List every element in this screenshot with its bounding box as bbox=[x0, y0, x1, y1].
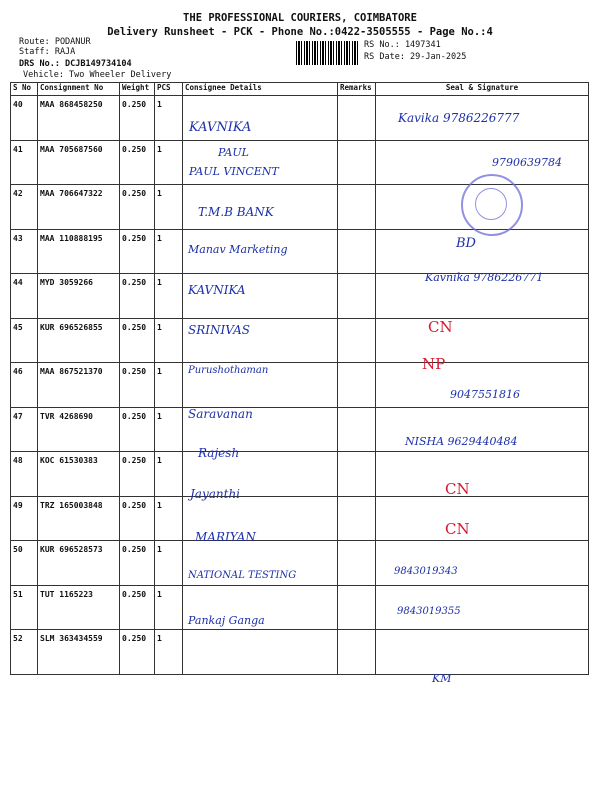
consignment-no: MAA 867521370 bbox=[38, 363, 120, 408]
consignment-no: TUT 1165223 bbox=[38, 585, 120, 630]
weight: 0.250 bbox=[120, 185, 155, 230]
remarks-cell bbox=[338, 630, 376, 675]
sno: 45 bbox=[11, 318, 38, 363]
sno: 42 bbox=[11, 185, 38, 230]
handwritten-consignee: NATIONAL TESTING bbox=[188, 570, 297, 581]
remarks-cell bbox=[338, 318, 376, 363]
remarks-cell bbox=[338, 274, 376, 319]
route-label: Route: PODANUR bbox=[19, 37, 91, 47]
sno: 50 bbox=[11, 541, 38, 586]
sno: 44 bbox=[11, 274, 38, 319]
handwritten-signature: 9047551816 bbox=[450, 388, 520, 401]
consignment-no: MYD 3059266 bbox=[38, 274, 120, 319]
remarks-cell bbox=[338, 452, 376, 497]
handwritten-signature: Kavnika 9786226771 bbox=[425, 271, 544, 284]
weight: 0.250 bbox=[120, 452, 155, 497]
sno: 48 bbox=[11, 452, 38, 497]
remark-cn: CN bbox=[445, 520, 470, 538]
signature-cell bbox=[376, 229, 589, 274]
pcs: 1 bbox=[155, 630, 183, 675]
remarks-cell bbox=[338, 96, 376, 141]
col-sno: S No bbox=[11, 83, 38, 96]
sno: 43 bbox=[11, 229, 38, 274]
handwritten-signature: BD bbox=[456, 236, 476, 251]
weight: 0.250 bbox=[120, 363, 155, 408]
runsheet-subtitle: Delivery Runsheet - PCK - Phone No.:0422-3505555 - Page No.:4 bbox=[107, 26, 493, 38]
sno: 46 bbox=[11, 363, 38, 408]
remark-cn: CN bbox=[445, 480, 470, 498]
col-pcs: PCS bbox=[155, 83, 183, 96]
handwritten-consignee: KAVNIKA bbox=[189, 120, 252, 135]
consignment-no: TVR 4268690 bbox=[38, 407, 120, 452]
sno: 41 bbox=[11, 140, 38, 185]
col-seal-signature: Seal & Signature bbox=[376, 83, 589, 96]
handwritten-signature: Kavika 9786226777 bbox=[398, 111, 520, 125]
vehicle-label: Vehicle: Two Wheeler Delivery bbox=[23, 70, 172, 80]
consignment-no: MAA 868458250 bbox=[38, 96, 120, 141]
consignment-no: MAA 110888195 bbox=[38, 229, 120, 274]
remark-np: NP bbox=[422, 355, 446, 373]
pcs: 1 bbox=[155, 452, 183, 497]
handwritten-consignee: Manav Marketing bbox=[188, 243, 288, 256]
company-title: THE PROFESSIONAL COURIERS, COIMBATORE bbox=[183, 12, 417, 24]
remarks-cell bbox=[338, 541, 376, 586]
remarks-cell bbox=[338, 229, 376, 274]
weight: 0.250 bbox=[120, 274, 155, 319]
sno: 51 bbox=[11, 585, 38, 630]
pcs: 1 bbox=[155, 140, 183, 185]
weight: 0.250 bbox=[120, 630, 155, 675]
runsheet-table bbox=[10, 82, 589, 675]
pcs: 1 bbox=[155, 318, 183, 363]
handwritten-consignee: Jayanthi bbox=[190, 487, 241, 501]
rs-number: RS No.: 1497341 bbox=[364, 40, 441, 50]
table-row bbox=[11, 496, 589, 541]
handwritten-consignee: Pankaj Ganga bbox=[188, 614, 265, 627]
table-header-row bbox=[11, 83, 589, 96]
weight: 0.250 bbox=[120, 229, 155, 274]
signature-cell bbox=[376, 496, 589, 541]
remarks-cell bbox=[338, 185, 376, 230]
handwritten-consignee: MARIYAN bbox=[195, 530, 256, 544]
table-row bbox=[11, 585, 589, 630]
consignment-no: SLM 363434559 bbox=[38, 630, 120, 675]
handwritten-consignee: PAUL bbox=[218, 146, 249, 159]
weight: 0.250 bbox=[120, 318, 155, 363]
remarks-cell bbox=[338, 496, 376, 541]
handwritten-consignee: Saravanan bbox=[188, 407, 253, 421]
remarks-cell bbox=[338, 363, 376, 408]
table-row bbox=[11, 630, 589, 675]
pcs: 1 bbox=[155, 407, 183, 452]
pcs: 1 bbox=[155, 96, 183, 141]
signature-cell bbox=[376, 452, 589, 497]
signature-cell bbox=[376, 318, 589, 363]
col-consignee: Consignee Details bbox=[183, 83, 338, 96]
barcode bbox=[296, 41, 358, 65]
sno: 40 bbox=[11, 96, 38, 141]
pcs: 1 bbox=[155, 274, 183, 319]
table-row bbox=[11, 318, 589, 363]
sno: 49 bbox=[11, 496, 38, 541]
company-seal-stamp bbox=[461, 174, 523, 236]
table-row bbox=[11, 452, 589, 497]
handwritten-consignee: KAVNIKA bbox=[188, 283, 246, 297]
rs-date: RS Date: 29-Jan-2025 bbox=[364, 52, 467, 62]
weight: 0.250 bbox=[120, 541, 155, 586]
staff-label: Staff: RAJA bbox=[19, 47, 76, 57]
handwritten-consignee: PAUL VINCENT bbox=[189, 165, 279, 178]
consignment-no: MAA 705687560 bbox=[38, 140, 120, 185]
pcs: 1 bbox=[155, 229, 183, 274]
pcs: 1 bbox=[155, 363, 183, 408]
consignment-no: MAA 706647322 bbox=[38, 185, 120, 230]
handwritten-signature: 9843019343 bbox=[394, 566, 458, 577]
weight: 0.250 bbox=[120, 140, 155, 185]
handwritten-consignee: SRINIVAS bbox=[188, 323, 250, 337]
sno: 47 bbox=[11, 407, 38, 452]
pcs: 1 bbox=[155, 585, 183, 630]
consignee-cell bbox=[183, 630, 338, 675]
consignment-no: KUR 696528573 bbox=[38, 541, 120, 586]
remarks-cell bbox=[338, 140, 376, 185]
handwritten-consignee: T.M.B BANK bbox=[198, 205, 274, 219]
handwritten-initials: KM bbox=[432, 672, 452, 685]
weight: 0.250 bbox=[120, 496, 155, 541]
col-remarks: Remarks bbox=[338, 83, 376, 96]
consignment-no: KOC 61530383 bbox=[38, 452, 120, 497]
pcs: 1 bbox=[155, 496, 183, 541]
signature-cell bbox=[376, 541, 589, 586]
remarks-cell bbox=[338, 407, 376, 452]
handwritten-signature: NISHA 9629440484 bbox=[405, 435, 518, 448]
table-row bbox=[11, 541, 589, 586]
pcs: 1 bbox=[155, 541, 183, 586]
col-weight: Weight bbox=[120, 83, 155, 96]
col-consignment: Consignment No bbox=[38, 83, 120, 96]
handwritten-signature: 9843019355 bbox=[397, 606, 461, 617]
remark-cn: CN bbox=[428, 318, 453, 336]
handwritten-consignee: Purushothaman bbox=[188, 365, 269, 376]
handwritten-signature: 9790639784 bbox=[492, 156, 562, 169]
table-row bbox=[11, 229, 589, 274]
remarks-cell bbox=[338, 585, 376, 630]
weight: 0.250 bbox=[120, 585, 155, 630]
signature-cell bbox=[376, 630, 589, 675]
consignment-no: KUR 696526855 bbox=[38, 318, 120, 363]
sno: 52 bbox=[11, 630, 38, 675]
handwritten-consignee: Rajesh bbox=[198, 446, 240, 460]
weight: 0.250 bbox=[120, 407, 155, 452]
pcs: 1 bbox=[155, 185, 183, 230]
consignment-no: TRZ 165003848 bbox=[38, 496, 120, 541]
drs-number: DRS No.: DCJB149734104 bbox=[19, 59, 132, 69]
weight: 0.250 bbox=[120, 96, 155, 141]
